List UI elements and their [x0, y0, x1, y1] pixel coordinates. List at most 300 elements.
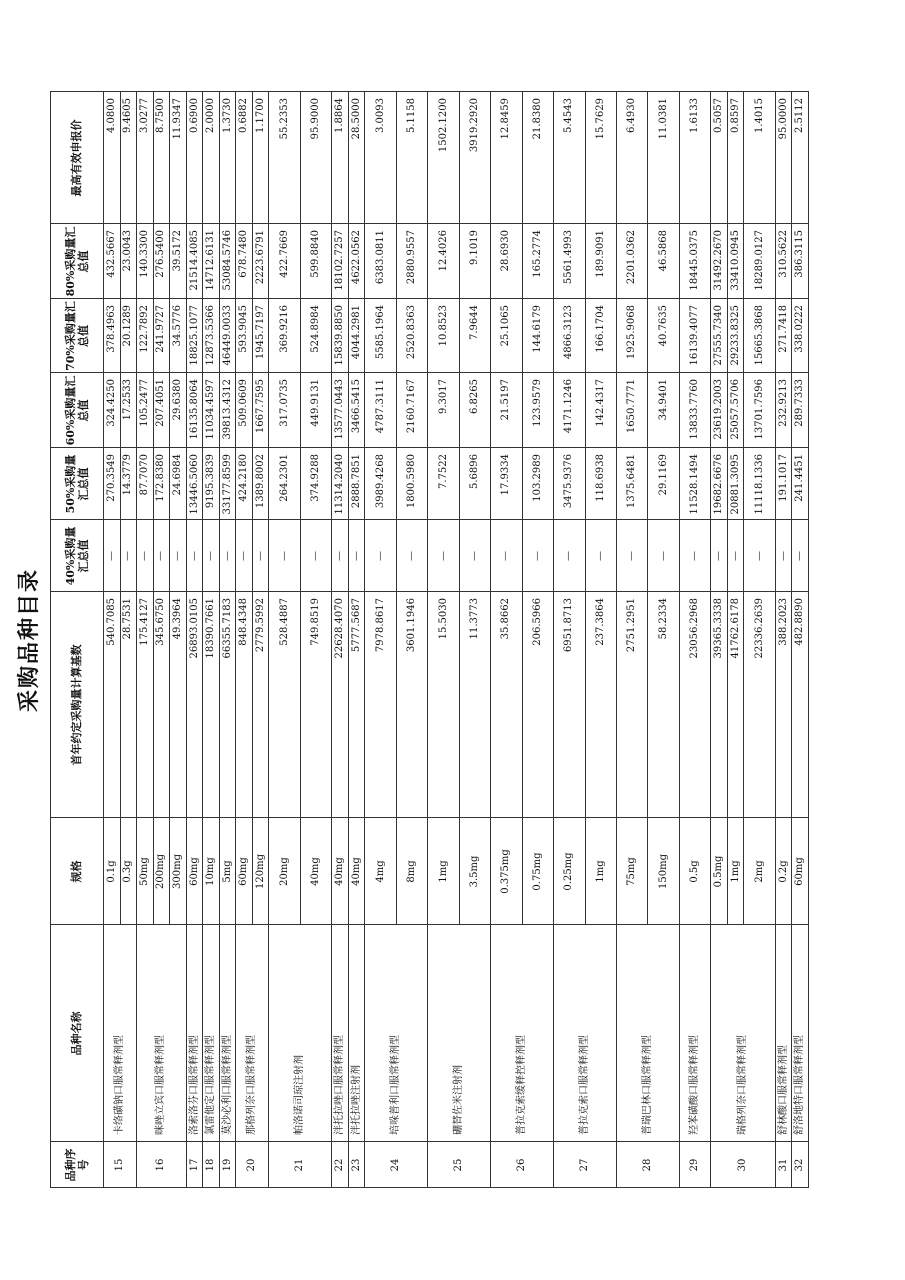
cell-price: 8.7500: [155, 98, 167, 133]
cell-p40: —: [406, 551, 418, 561]
cell-p40: —: [334, 551, 346, 561]
cell-p40: —: [221, 551, 233, 561]
cell-p50: 24.6984: [171, 454, 183, 496]
cell-p40: —: [729, 551, 741, 561]
cell-p80: 14712.6131: [205, 230, 217, 291]
cell-p70: 122.7892: [138, 305, 150, 353]
cell-price: 0.8597: [729, 98, 741, 133]
cell-p70: 4866.3123: [563, 305, 575, 360]
cell-p60: 123.9579: [531, 379, 543, 427]
cell-p80: 33410.0945: [729, 230, 741, 291]
cell-p70: 1945.7197: [254, 305, 266, 360]
cell-price: 28.5000: [350, 98, 362, 140]
cell-p50: 13446.5060: [188, 454, 200, 515]
cell-p50: 11528.1494: [689, 454, 701, 515]
cell-spec: 60mg: [794, 857, 806, 886]
cell-p80: 189.9091: [594, 230, 606, 278]
cell-p40: —: [777, 551, 789, 561]
cell-spec: 0.1g: [105, 860, 117, 883]
cell-base: 39365.3338: [713, 598, 725, 659]
cell-p80: 6383.0811: [374, 230, 386, 285]
cell-base: 540.7085: [105, 598, 117, 646]
cell-p50: 14.3779: [122, 454, 134, 496]
cell-p70: 2520.8363: [406, 305, 418, 360]
cell-spec: 60mg: [188, 857, 200, 886]
cell-base: 66355.7183: [221, 598, 233, 659]
cell-p50: 5.6896: [469, 454, 481, 489]
cell-p50: 9195.3839: [205, 454, 217, 509]
cell-p40: —: [138, 551, 150, 561]
cell-p80: 4622.0562: [350, 230, 362, 285]
group-name: 那格列奈口服常释剂型: [246, 1035, 258, 1135]
cell-p80: 165.2774: [531, 230, 543, 278]
cell-p50: 191.1017: [777, 454, 789, 502]
cell-price: 1502.1200: [437, 98, 449, 153]
cell-p60: 34.9401: [657, 379, 669, 421]
cell-p50: 2888.7851: [350, 454, 362, 509]
group-name: 普瑞巴林口服常释剂型: [641, 1035, 653, 1135]
cell-p70: 29233.8325: [729, 305, 741, 366]
cell-base: 22628.4070: [334, 598, 346, 659]
cell-spec: 2mg: [753, 860, 765, 883]
cell-p40: —: [205, 551, 217, 561]
cell-p50: 1375.6481: [626, 454, 638, 509]
cell-p60: 142.4317: [594, 379, 606, 427]
cell-p60: 13577.0443: [334, 379, 346, 440]
group-seq: 18: [205, 1158, 217, 1172]
group-name: 莫沙必利口服常释剂型: [221, 1035, 233, 1135]
cell-spec: 1mg: [729, 860, 741, 883]
cell-p40: —: [122, 551, 134, 561]
cell-base: 28.7531: [122, 598, 134, 640]
cell-p50: 424.2180: [238, 454, 250, 502]
cell-p80: 46.5868: [657, 230, 669, 272]
cell-p50: 264.2301: [278, 454, 290, 502]
cell-p60: 23619.2003: [713, 379, 725, 440]
cell-p70: 378.4963: [105, 305, 117, 353]
cell-base: 23056.2968: [689, 598, 701, 659]
cell-p70: 593.9045: [238, 305, 250, 353]
column-divider: [50, 817, 808, 818]
cell-p60: 207.4051: [155, 379, 167, 427]
cell-spec: 0.5g: [689, 860, 701, 883]
group-seq: 31: [777, 1158, 789, 1172]
header-p40: 40%采购量汇总值: [63, 526, 90, 586]
cell-base: 345.6750: [155, 598, 167, 646]
cell-p70: 166.1704: [594, 305, 606, 353]
group-seq: 19: [221, 1158, 233, 1172]
group-name: 洛索洛芬口服常释剂型: [188, 1035, 200, 1135]
cell-p60: 13833.7760: [689, 379, 701, 440]
cell-p70: 40.7635: [657, 305, 669, 347]
cell-p40: —: [626, 551, 638, 561]
header-spec: 规格: [70, 860, 83, 883]
cell-p70: 1925.9068: [626, 305, 638, 360]
cell-p70: 369.9216: [278, 305, 290, 353]
cell-p40: —: [238, 551, 250, 561]
group-name: 舒洛地特口服常释剂型: [794, 1035, 806, 1135]
cell-p70: 25.1065: [500, 305, 512, 347]
cell-p70: 524.8984: [310, 305, 322, 353]
cell-price: 2.0000: [205, 98, 217, 133]
cell-p80: 18102.7257: [334, 230, 346, 291]
group-name: 普拉克索口服常释剂型: [579, 1035, 591, 1135]
cell-p80: 9.1019: [469, 230, 481, 265]
cell-p80: 18289.0127: [753, 230, 765, 291]
page-title: 采购品种目录: [16, 568, 42, 713]
cell-base: 206.5966: [531, 598, 543, 646]
cell-price: 1.4015: [753, 98, 765, 133]
cell-p40: —: [594, 551, 606, 561]
cell-p50: 11314.2040: [334, 454, 346, 515]
cell-p50: 3989.4268: [374, 454, 386, 509]
cell-price: 11.0381: [657, 98, 669, 140]
header-p50: 50%采购量汇总值: [63, 454, 90, 514]
cell-base: 22336.2639: [753, 598, 765, 659]
cell-p60: 1667.7595: [254, 379, 266, 434]
cell-p60: 11034.4597: [205, 379, 217, 440]
cell-p40: —: [753, 551, 765, 561]
cell-p70: 46449.0033: [221, 305, 233, 366]
cell-base: 7978.8617: [374, 598, 386, 653]
cell-spec: 0.375mg: [500, 849, 512, 894]
header-base: 首年约定采购量计算基数: [70, 644, 83, 766]
group-seq: 29: [689, 1158, 701, 1172]
cell-p80: 23.0043: [122, 230, 134, 272]
cell-price: 0.6900: [188, 98, 200, 133]
cell-p40: —: [310, 551, 322, 561]
cell-price: 1.1700: [254, 98, 266, 133]
cell-p70: 4044.2981: [350, 305, 362, 360]
table-border-right: [50, 91, 809, 92]
cell-price: 5.1158: [406, 98, 418, 133]
cell-p80: 31492.2670: [713, 230, 725, 291]
cell-base: 49.3964: [171, 598, 183, 640]
cell-p80: 599.8840: [310, 230, 322, 278]
cell-spec: 0.75mg: [531, 852, 543, 891]
cell-spec: 60mg: [238, 857, 250, 886]
cell-spec: 4mg: [374, 860, 386, 883]
cell-p40: —: [469, 551, 481, 561]
cell-p70: 27555.7340: [713, 305, 725, 366]
cell-p50: 17.9334: [500, 454, 512, 496]
cell-p50: 270.3549: [105, 454, 117, 502]
table-border-top: [50, 92, 51, 1188]
group-name: 卡络磺钠口服常释剂型: [114, 1035, 126, 1135]
cell-base: 3601.1946: [406, 598, 418, 653]
cell-p50: 241.4451: [794, 454, 806, 502]
group-name: 培哚普利口服常释剂型: [390, 1035, 402, 1135]
cell-p80: 140.3300: [138, 230, 150, 278]
cell-price: 55.2353: [278, 98, 290, 140]
cell-p60: 2160.7167: [406, 379, 418, 434]
cell-p50: 29.1169: [657, 454, 669, 496]
cell-p60: 4171.1246: [563, 379, 575, 434]
group-name: 普拉克索缓释控释剂型: [516, 1035, 528, 1135]
cell-p50: 1389.8002: [254, 454, 266, 509]
cell-spec: 8mg: [406, 860, 418, 883]
cell-spec: 150mg: [657, 854, 669, 889]
cell-p50: 103.2989: [531, 454, 543, 502]
cell-p60: 232.9213: [777, 379, 789, 427]
cell-p50: 1800.5980: [406, 454, 418, 509]
group-name: 氯雷他定口服常释剂型: [205, 1035, 217, 1135]
column-divider: [50, 223, 808, 224]
cell-spec: 40mg: [334, 857, 346, 886]
cell-p50: 20881.3095: [729, 454, 741, 515]
cell-price: 15.7629: [594, 98, 606, 140]
header-p80: 80%采购量汇总值: [63, 226, 90, 297]
group-seq: 23: [350, 1158, 362, 1172]
cell-p60: 29.6380: [171, 379, 183, 421]
column-divider: [50, 447, 808, 448]
cell-spec: 0.25mg: [563, 852, 575, 891]
cell-base: 15.5030: [437, 598, 449, 640]
cell-base: 528.4887: [278, 598, 290, 646]
group-seq: 16: [155, 1158, 167, 1172]
cell-p60: 25057.5706: [729, 379, 741, 440]
cell-p50: 19682.6676: [713, 454, 725, 515]
cell-p40: —: [374, 551, 386, 561]
cell-p40: —: [278, 551, 290, 561]
cell-spec: 120mg: [254, 854, 266, 889]
group-seq: 17: [188, 1158, 200, 1172]
cell-p40: —: [155, 551, 167, 561]
cell-p70: 271.7418: [777, 305, 789, 353]
cell-price: 3.0277: [138, 98, 150, 133]
cell-p60: 4787.3111: [374, 379, 386, 434]
cell-p70: 12873.5366: [205, 305, 217, 366]
cell-spec: 20mg: [278, 857, 290, 886]
cell-price: 4.0800: [105, 98, 117, 133]
group-seq: 28: [641, 1158, 653, 1172]
group-seq: 26: [516, 1158, 528, 1172]
cell-base: 2779.5992: [254, 598, 266, 653]
column-divider: [50, 1141, 808, 1142]
cell-spec: 0.2g: [777, 860, 789, 883]
header-p70: 70%采购量汇总值: [63, 301, 90, 371]
cell-p70: 10.8523: [437, 305, 449, 347]
group-seq: 21: [294, 1158, 306, 1172]
cell-spec: 40mg: [350, 857, 362, 886]
cell-price: 95.9000: [310, 98, 322, 140]
group-name: 舒林酸口服常释剂型: [777, 1045, 789, 1135]
cell-p80: 2880.9557: [406, 230, 418, 285]
cell-price: 95.0000: [777, 98, 789, 140]
cell-p80: 28.6930: [500, 230, 512, 272]
header-seq: 品种序号: [63, 1148, 90, 1182]
cell-p80: 678.7480: [238, 230, 250, 278]
cell-base: 388.2023: [777, 598, 789, 646]
cell-spec: 3.5mg: [469, 855, 481, 888]
cell-price: 12.8459: [500, 98, 512, 140]
cell-p50: 87.7070: [138, 454, 150, 496]
cell-spec: 5mg: [221, 860, 233, 883]
cell-p80: 21514.4085: [188, 230, 200, 291]
cell-p40: —: [105, 551, 117, 561]
cell-spec: 10mg: [205, 857, 217, 886]
cell-p80: 18445.0375: [689, 230, 701, 291]
cell-p60: 449.9131: [310, 379, 322, 427]
cell-price: 3.0093: [374, 98, 386, 133]
cell-base: 41762.6178: [729, 598, 741, 659]
cell-p40: —: [350, 551, 362, 561]
cell-p40: —: [500, 551, 512, 561]
cell-base: 482.8890: [794, 598, 806, 646]
cell-price: 5.4543: [563, 98, 575, 133]
cell-p50: 3475.9376: [563, 454, 575, 509]
cell-p40: —: [188, 551, 200, 561]
cell-p80: 39.5172: [171, 230, 183, 272]
header-price: 最高有效申报价: [70, 119, 83, 197]
cell-spec: 75mg: [626, 857, 638, 886]
group-seq: 27: [579, 1158, 591, 1172]
cell-base: 749.8519: [310, 598, 322, 646]
header-name: 品种名称: [70, 1011, 83, 1056]
cell-p70: 16139.4077: [689, 305, 701, 366]
cell-price: 1.3730: [221, 98, 233, 133]
cell-p40: —: [171, 551, 183, 561]
column-divider: [50, 372, 808, 373]
cell-p40: —: [657, 551, 669, 561]
cell-spec: 0.3g: [122, 860, 134, 883]
cell-p80: 12.4026: [437, 230, 449, 272]
cell-base: 58.2334: [657, 598, 669, 640]
cell-p50: 33177.8599: [221, 454, 233, 515]
cell-p80: 2223.6791: [254, 230, 266, 285]
cell-price: 2.5112: [794, 98, 806, 133]
cell-p80: 386.3115: [794, 230, 806, 278]
cell-price: 3919.2920: [469, 98, 481, 153]
group-name: 泮托拉唑口服常释剂型: [334, 1035, 346, 1135]
group-seq: 20: [246, 1158, 258, 1172]
cell-base: 5777.5687: [350, 598, 362, 653]
cell-p70: 18825.1077: [188, 305, 200, 366]
group-name: 羟苯磺酸口服常释剂型: [689, 1035, 701, 1135]
cell-base: 35.8662: [500, 598, 512, 640]
column-divider: [50, 298, 808, 299]
cell-base: 26893.0105: [188, 598, 200, 659]
cell-spec: 0.5mg: [713, 855, 725, 888]
group-name: 瑞格列奈口服常释剂型: [737, 1035, 749, 1135]
cell-p60: 3466.5415: [350, 379, 362, 434]
group-name: 帕洛诺司琼注射剂: [294, 1055, 306, 1135]
group-seq: 24: [390, 1158, 402, 1172]
cell-p60: 509.0609: [238, 379, 250, 427]
cell-price: 11.9347: [171, 98, 183, 140]
cell-p70: 7.9644: [469, 305, 481, 340]
group-name: 泮托拉唑注射剂: [350, 1065, 362, 1135]
cell-p60: 317.0735: [278, 379, 290, 427]
cell-base: 2751.2951: [626, 598, 638, 653]
cell-price: 1.8864: [334, 98, 346, 133]
cell-price: 1.6133: [689, 98, 701, 133]
cell-p80: 53084.5746: [221, 230, 233, 291]
cell-spec: 40mg: [310, 857, 322, 886]
cell-p70: 144.6179: [531, 305, 543, 353]
group-seq: 32: [794, 1158, 806, 1172]
cell-price: 0.6882: [238, 98, 250, 133]
column-divider: [50, 519, 808, 520]
cell-spec: 1mg: [437, 860, 449, 883]
cell-p70: 5585.1964: [374, 305, 386, 360]
cell-base: 237.3864: [594, 598, 606, 646]
cell-p60: 1650.7771: [626, 379, 638, 434]
table-border-bottom: [808, 92, 809, 1188]
cell-spec: 1mg: [594, 860, 606, 883]
group-seq: 22: [334, 1158, 346, 1172]
cell-base: 848.4348: [238, 598, 250, 646]
cell-p40: —: [689, 551, 701, 561]
cell-spec: 300mg: [171, 854, 183, 889]
cell-p80: 5561.4993: [563, 230, 575, 285]
cell-p80: 422.7669: [278, 230, 290, 278]
cell-base: 11.3773: [469, 598, 481, 640]
cell-p40: —: [437, 551, 449, 561]
cell-p70: 338.0222: [794, 305, 806, 353]
cell-p80: 276.5400: [155, 230, 167, 278]
cell-p60: 289.7333: [794, 379, 806, 427]
cell-p60: 6.8265: [469, 379, 481, 414]
cell-base: 6951.8713: [563, 598, 575, 653]
cell-price: 6.4930: [626, 98, 638, 133]
cell-p60: 13701.7596: [753, 379, 765, 440]
cell-p40: —: [794, 551, 806, 561]
cell-base: 175.4127: [138, 598, 150, 646]
cell-p50: 11118.1336: [753, 454, 765, 515]
cell-p70: 34.5776: [171, 305, 183, 347]
cell-p50: 118.6938: [594, 454, 606, 502]
column-divider: [50, 591, 808, 592]
group-name: 硼替佐米注射剂: [453, 1065, 465, 1135]
cell-p60: 9.3017: [437, 379, 449, 414]
column-divider: [50, 924, 808, 925]
group-seq: 15: [114, 1158, 126, 1172]
cell-p40: —: [531, 551, 543, 561]
cell-p60: 21.5197: [500, 379, 512, 421]
cell-p80: 310.5622: [777, 230, 789, 278]
cell-p70: 241.9727: [155, 305, 167, 353]
cell-p70: 15839.8850: [334, 305, 346, 366]
cell-spec: 200mg: [155, 854, 167, 889]
cell-p40: —: [563, 551, 575, 561]
cell-p50: 374.9288: [310, 454, 322, 502]
header-p60: 60%采购量汇总值: [63, 375, 90, 446]
group-name: 咪唑立宾口服常释剂型: [155, 1035, 167, 1135]
cell-p50: 172.8380: [155, 454, 167, 502]
cell-p70: 15665.3868: [753, 305, 765, 366]
cell-p40: —: [254, 551, 266, 561]
cell-price: 9.4605: [122, 98, 134, 133]
cell-p60: 16135.8064: [188, 379, 200, 440]
cell-p60: 17.2533: [122, 379, 134, 421]
cell-spec: 50mg: [138, 857, 150, 886]
cell-base: 18390.7661: [205, 598, 217, 659]
cell-p40: —: [713, 551, 725, 561]
cell-p80: 2201.0362: [626, 230, 638, 285]
cell-p60: 105.2477: [138, 379, 150, 427]
cell-p60: 324.4250: [105, 379, 117, 427]
table-border-left: [50, 1187, 809, 1188]
cell-p80: 432.5667: [105, 230, 117, 278]
cell-p50: 7.7522: [437, 454, 449, 489]
cell-price: 0.5057: [713, 98, 725, 133]
cell-p60: 39813.4312: [221, 379, 233, 440]
cell-price: 21.8380: [531, 98, 543, 140]
group-seq: 30: [737, 1158, 749, 1172]
group-seq: 25: [453, 1158, 465, 1172]
cell-p70: 20.1289: [122, 305, 134, 347]
